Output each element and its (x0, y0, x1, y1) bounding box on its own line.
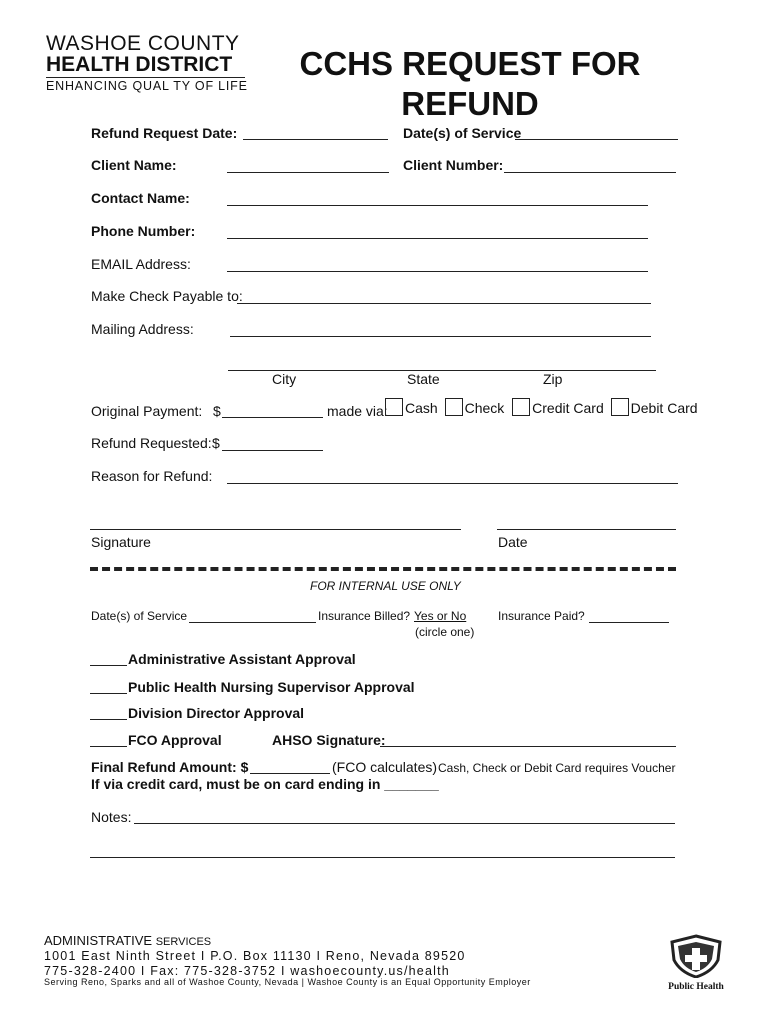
client-name-field[interactable] (227, 172, 389, 173)
phn-approval-initial[interactable] (90, 693, 127, 694)
phone-number-field[interactable] (227, 238, 648, 239)
credit-card-label: Credit Card (532, 400, 604, 416)
public-health-logo (664, 934, 728, 994)
refund-requested-label: Refund Requested: (91, 435, 212, 451)
internal-divider (90, 567, 676, 571)
reason-field[interactable] (227, 483, 678, 484)
fco-calculates-note: (FCO calculates) (332, 759, 438, 775)
fco-approval-initial[interactable] (90, 746, 127, 747)
city-label: City (272, 371, 297, 387)
client-number-label: Client Number: (403, 157, 504, 173)
shield-icon (664, 934, 728, 978)
dates-of-service-field[interactable] (515, 139, 678, 140)
cash-checkbox[interactable] (385, 398, 403, 416)
payable-to-label: Make Check Payable to: (91, 288, 243, 304)
email-label: EMAIL Address: (91, 256, 191, 272)
dollar-sign: $ (213, 403, 221, 419)
mailing-address-label: Mailing Address: (91, 321, 194, 337)
internal-heading: FOR INTERNAL USE ONLY (310, 579, 461, 593)
mailing-address-field[interactable] (230, 336, 651, 337)
director-approval-label: Division Director Approval (128, 705, 305, 721)
footer-serving: Serving Reno, Sparks and all of Washoe County, Nevada | Washoe County is an Equal Opportunity Employer (44, 977, 531, 987)
director-approval-initial[interactable] (90, 719, 127, 720)
made-via-label: made via: (327, 403, 388, 419)
contact-name-field[interactable] (227, 205, 648, 206)
footer-department: ADMINISTRATIVE SERVICES (44, 933, 212, 948)
state-label: State (407, 371, 440, 387)
reason-label: Reason for Refund: (91, 468, 213, 484)
check-checkbox[interactable] (445, 398, 463, 416)
credit-card-checkbox[interactable] (512, 398, 530, 416)
client-number-field[interactable] (504, 172, 676, 173)
signature-label: Signature (91, 534, 151, 550)
dates-of-service-label: Date(s) of Service (403, 125, 522, 141)
ahso-signature-label: AHSO Signature: (272, 732, 386, 748)
logo-divider (46, 77, 245, 78)
refund-request-date-label: Refund Request Date: (91, 125, 238, 141)
signature-date-field[interactable] (497, 529, 676, 530)
insurance-paid-field[interactable] (589, 622, 669, 623)
admin-approval-initial[interactable] (90, 665, 127, 666)
date-label: Date (498, 534, 528, 550)
check-label: Check (464, 400, 505, 416)
signature-field[interactable] (90, 529, 461, 530)
client-name-label: Client Name: (91, 157, 177, 173)
org-tagline: ENHANCING QUAL TY OF LIFE (46, 79, 248, 93)
org-name-line1: WASHOE COUNTY (46, 32, 240, 55)
voucher-note: Cash, Check or Debit Card requires Voucher (438, 761, 676, 775)
cash-label: Cash (405, 400, 438, 416)
form-title: CCHS REQUEST FOR REFUND (299, 45, 641, 122)
circle-one-hint: (circle one) (415, 625, 475, 639)
org-name-line2: HEALTH DISTRICT (46, 53, 233, 76)
original-payment-label: Original Payment: (91, 403, 203, 419)
email-field[interactable] (227, 271, 648, 272)
final-refund-field[interactable] (250, 773, 330, 774)
credit-card-ending-note: If via credit card, must be on card ending in _______ (91, 776, 439, 792)
contact-name-label: Contact Name: (91, 190, 190, 206)
admin-approval-label: Administrative Assistant Approval (128, 651, 356, 667)
refund-request-date-field[interactable] (243, 139, 388, 140)
original-payment-field[interactable] (222, 417, 323, 418)
public-health-logo-text: Public Health (668, 982, 724, 992)
refund-requested-field[interactable] (222, 450, 323, 451)
insurance-paid-label: Insurance Paid? (498, 609, 585, 623)
insurance-billed-label: Insurance Billed? (318, 609, 411, 623)
yes-no-choice[interactable]: Yes or No (414, 609, 467, 623)
fco-approval-label: FCO Approval (128, 732, 222, 748)
phone-number-label: Phone Number: (91, 223, 196, 239)
footer-contact: 775-328-2400 I Fax: 775-328-3752 I washoecounty.us/health (44, 964, 450, 978)
ahso-signature-field[interactable] (380, 746, 676, 747)
footer-address: 1001 East Ninth Street I P.O. Box 11130 I Reno, Nevada 89520 (44, 949, 466, 963)
debit-card-label: Debit Card (630, 400, 698, 416)
final-refund-label: Final Refund Amount: $ (91, 759, 249, 775)
payable-to-field[interactable] (237, 303, 651, 304)
refund-dollar-sign: $ (212, 435, 220, 451)
internal-dates-of-service-field[interactable] (189, 622, 316, 623)
debit-card-checkbox[interactable] (611, 398, 629, 416)
internal-dates-of-service-label: Date(s) of Service (91, 609, 188, 623)
notes-label: Notes: (91, 809, 132, 825)
notes-field-line2[interactable] (90, 857, 675, 858)
notes-field-line1[interactable] (134, 823, 675, 824)
phn-approval-label: Public Health Nursing Supervisor Approval (128, 679, 415, 695)
payment-method-options (383, 400, 698, 418)
zip-label: Zip (543, 371, 563, 387)
